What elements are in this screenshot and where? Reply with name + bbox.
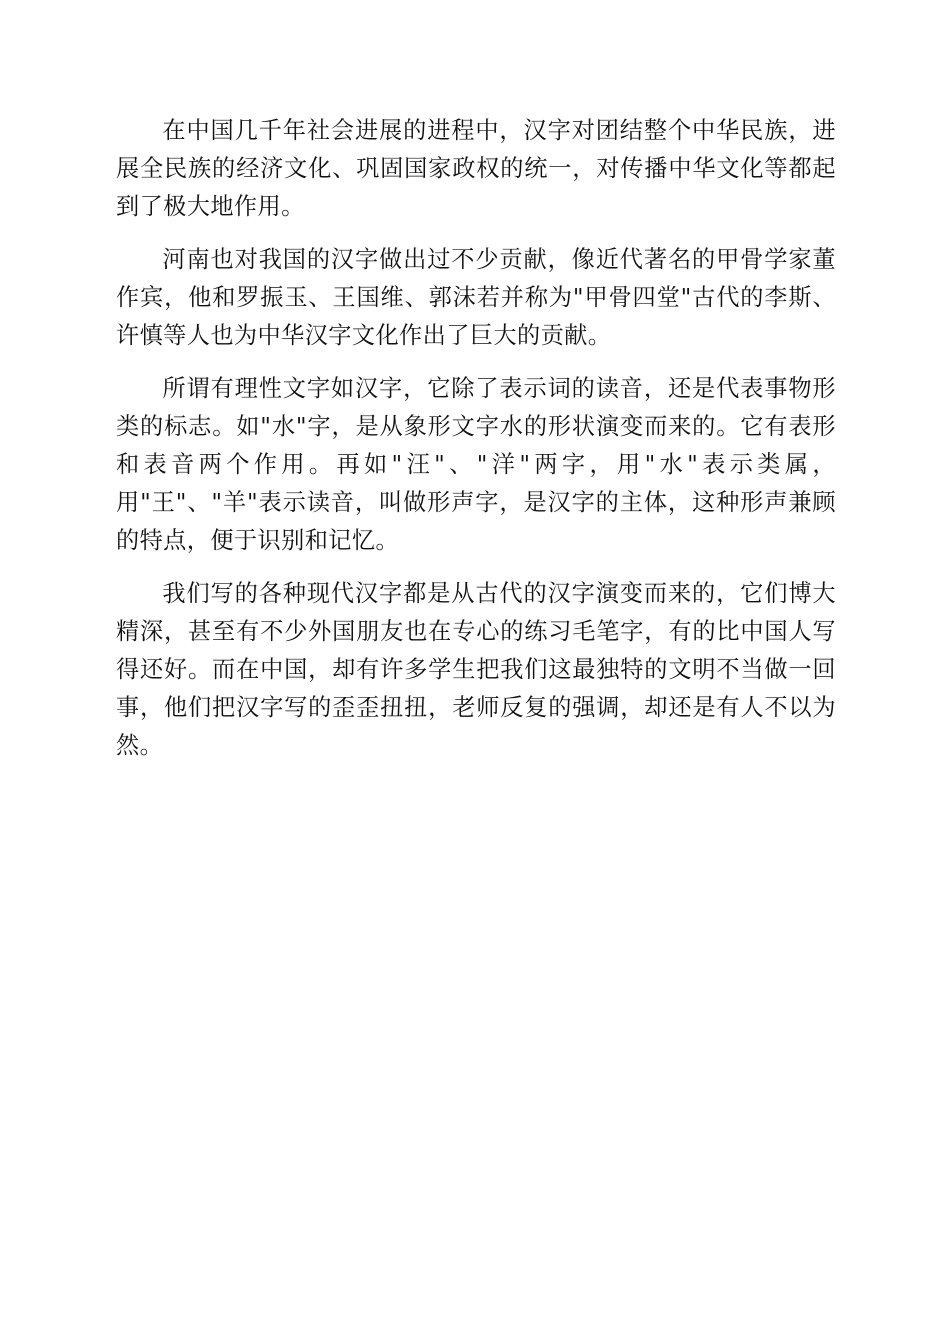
document-body — [116, 112, 836, 780]
paragraph-4: 我们写的各种现代汉字都是从古代的汉字演变而来的，它们博大精深，甚至有不少外国朋友也在专心的练习毛笔字，有的比中国人写得还好。而在中国，却有许多学生把我们这最独特的文明不当做一回事，他们把汉字写的歪歪扭扭，老师反复的强调，却还是有人不以为然。 — [116, 580, 836, 759]
paragraph-2: 河南也对我国的汉字做出过不少贡献，像近代著名的甲骨学家董作宾，他和罗振玉、王国维、郭沫若并称为"甲骨四堂"古代的李斯、许慎等人也为中华汉字文化作出了巨大的贡献。 — [116, 246, 836, 349]
paragraph-3: 所谓有理性文字如汉字，它除了表示词的读音，还是代表事物形类的标志。如"水"字，是从象形文字水的形状演变而来的。它有表形和表音两个作用。再如"汪"、"洋"两字，用"水"表示类属，用"王"、"羊"表示读音，叫做形声字，是汉字的主体，这种形声兼顾的特点，便于识别和记忆。 — [116, 375, 836, 554]
paragraph-1: 在中国几千年社会进展的进程中，汉字对团结整个中华民族，进展全民族的经济文化、巩固国家政权的统一，对传播中华文化等都起到了极大地作用。 — [116, 117, 836, 220]
